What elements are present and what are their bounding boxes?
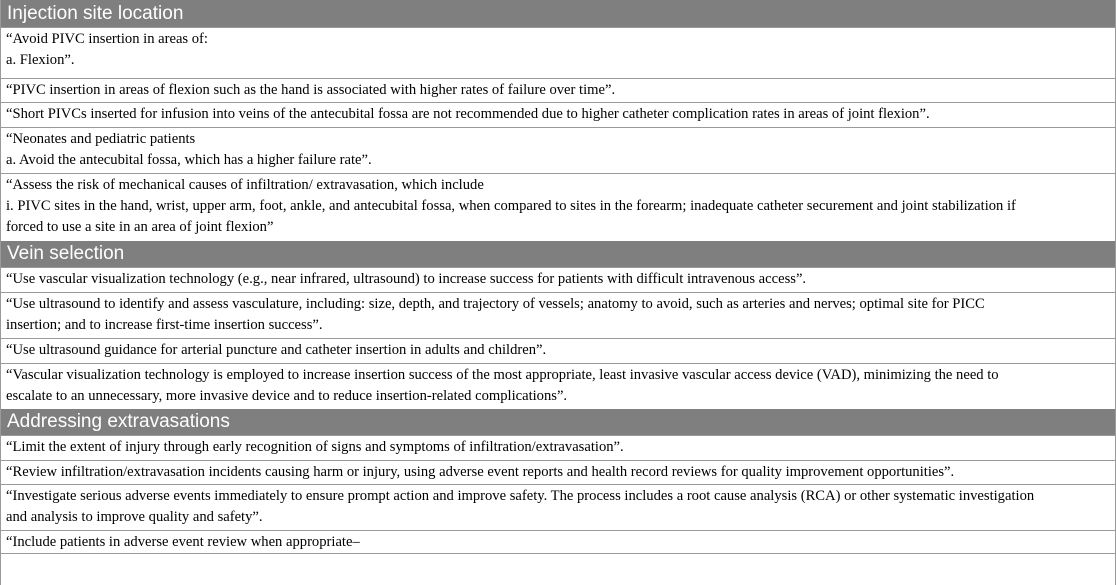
row-text-line: “Short PIVCs inserted for infusion into veins of the antecubital fossa are not recommended due to higher catheter complication rates in areas of joint flexion”. (6, 106, 930, 122)
table-row (0, 363, 1116, 409)
row-text-line: “Avoid PIVC insertion in areas of: (6, 31, 208, 47)
section-header-addressing-extravasations (0, 409, 1116, 435)
row-text-line: a. Avoid the antecubital fossa, which has a higher failure rate”. (6, 152, 372, 168)
table-row (0, 530, 1116, 554)
table-row (0, 78, 1116, 102)
table-row (0, 267, 1116, 292)
row-text-line: “Use vascular visualization technology (e.g., near infrared, ultrasound) to increase success for patients with difficult intravenous access”. (6, 271, 807, 287)
row-text-line: and analysis to improve quality and safety”. (6, 509, 263, 525)
row-text-line: “Use ultrasound to identify and assess vasculature, including: size, depth, and trajectory of vessels; anatomy to avoid, such as arteries and nerves; optimal site for PICC (6, 296, 985, 312)
table-row (0, 127, 1116, 173)
row-text-line: i. PIVC sites in the hand, wrist, upper arm, foot, ankle, and antecubital fossa, when compared to sites in the forearm; inadequate catheter securement and joint stabilization if (6, 198, 1016, 214)
section-header-injection-site (0, 0, 1116, 27)
row-text-line: “Vascular visualization technology is employed to increase insertion success of the most appropriate, least invasive vascular access device (VAD), minimizing the need to (6, 367, 999, 383)
row-text-line: a. Flexion”. (6, 52, 75, 68)
row-text-line: “Use ultrasound guidance for arterial puncture and catheter insertion in adults and children”. (6, 342, 547, 358)
row-text-line: “Neonates and pediatric patients (6, 131, 196, 147)
section-header-vein-selection (0, 241, 1116, 267)
table-row (0, 102, 1116, 127)
table-row (0, 292, 1116, 338)
row-text-line: insertion; and to increase first-time insertion success”. (6, 317, 323, 333)
row-text-line: forced to use a site in an area of joint flexion” (6, 219, 274, 235)
table-row (0, 460, 1116, 484)
row-text-line: “PIVC insertion in areas of flexion such as the hand is associated with higher rates of failure over time”. (6, 82, 616, 98)
section-title: Addressing extravasations (7, 411, 230, 432)
table-row (0, 484, 1116, 530)
row-text-line: “Limit the extent of injury through early recognition of signs and symptoms of infiltration/extravasation”. (6, 439, 624, 455)
row-text-line: “Assess the risk of mechanical causes of infiltration/ extravasation, which include (6, 177, 484, 193)
section-title: Injection site location (7, 2, 184, 24)
section-title: Vein selection (7, 243, 125, 264)
table-row (0, 27, 1116, 78)
row-text-line: escalate to an unnecessary, more invasive device and to reduce insertion-related complications”. (6, 388, 568, 404)
table-row (0, 338, 1116, 363)
row-text-line: “Include patients in adverse event review when appropriate– (6, 534, 360, 550)
table-row (0, 173, 1116, 241)
row-text-line: “Investigate serious adverse events immediately to ensure prompt action and improve safety. The process includes a root cause analysis (RCA) or other systematic investigation (6, 488, 1035, 504)
row-text-line: “Review infiltration/extravasation incidents causing harm or injury, using adverse event reports and health record reviews for quality improvement opportunities”. (6, 464, 955, 480)
table-row (0, 435, 1116, 460)
